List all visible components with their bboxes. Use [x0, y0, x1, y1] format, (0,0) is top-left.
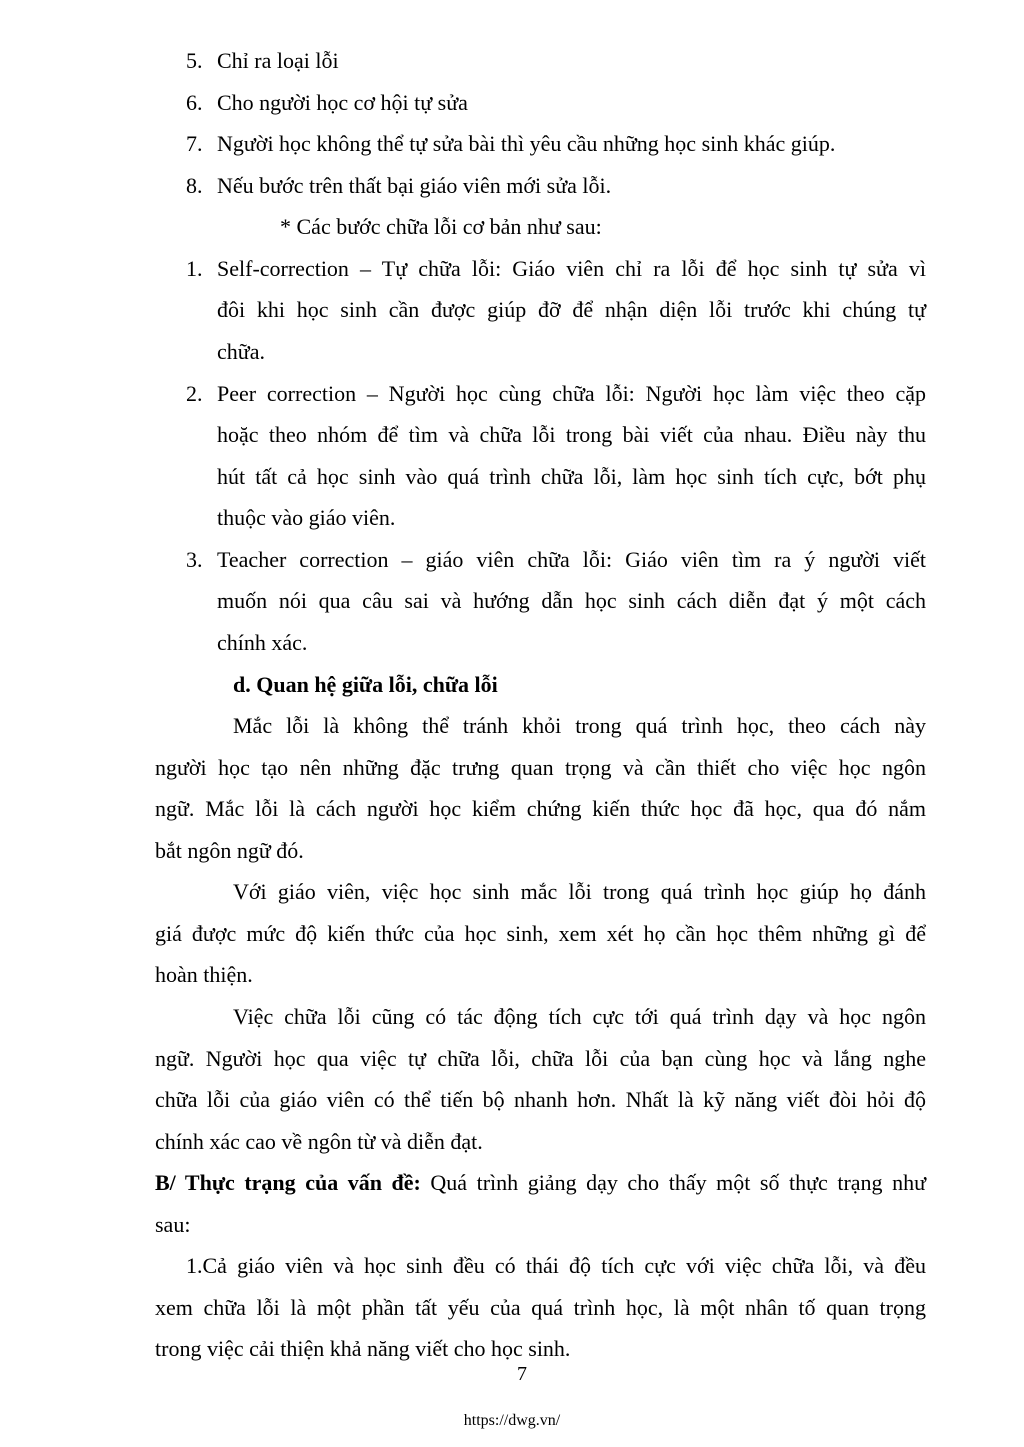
list-text: Chỉ ra loại lỗi [217, 48, 339, 73]
list-item [186, 89, 468, 117]
paragraph-line: Mắc lỗi là không thể tránh khỏi trong quá trình học, theo cách này [233, 713, 926, 738]
list-text: hoặc theo nhóm để tìm và chữa lỗi trong bài viết của nhau. Điều này thu [217, 422, 926, 447]
list-text: muốn nói qua câu sai và hướng dẫn học sinh cách diễn đạt ý một cách [217, 588, 926, 613]
section-b-line [155, 1169, 926, 1197]
list-number: 3. [186, 547, 203, 572]
finding-line: trong việc cải thiện khả năng viết cho học sinh. [155, 1336, 571, 1361]
section-b-text: sau: [155, 1212, 191, 1237]
list-number: 6. [186, 90, 203, 115]
paragraph-line: ngữ. Người học qua việc tự chữa lỗi, chữa lỗi của bạn cùng học và lắng nghe [155, 1046, 926, 1071]
paragraph-line: chính xác cao về ngôn từ và diễn đạt. [155, 1129, 483, 1154]
page-number: 7 [517, 1363, 527, 1385]
paragraph-line: bắt ngôn ngữ đó. [155, 838, 304, 863]
list-text: Nếu bước trên thất bại giáo viên mới sửa lỗi. [217, 173, 612, 198]
list-text: thuộc vào giáo viên. [217, 505, 396, 530]
list-number: 5. [186, 48, 203, 73]
list-text: Peer correction – Người học cùng chữa lỗi: Người học làm việc theo cặp [217, 381, 926, 406]
paragraph-line: Với giáo viên, việc học sinh mắc lỗi trong quá trình học giúp họ đánh [233, 879, 926, 904]
list-number: 8. [186, 173, 203, 198]
list-text: chữa. [217, 339, 265, 364]
list-number: 2. [186, 381, 203, 406]
list-number: 1. [186, 256, 203, 281]
list-text: Teacher correction – giáo viên chữa lỗi: Giáo viên tìm ra ý người viết [217, 547, 926, 572]
paragraph-line: hoàn thiện. [155, 962, 253, 987]
list-item [186, 172, 611, 200]
list-text: chính xác. [217, 630, 308, 655]
paragraph-line: chữa lỗi của giáo viên có thể tiến bộ nhanh hơn. Nhất là kỹ năng viết đòi hỏi độ [155, 1087, 926, 1112]
section-b-text: Quá trình giảng dạy cho thấy một số thực trạng như [430, 1170, 927, 1195]
footer-url: https://dwg.vn/ [463, 1412, 561, 1429]
list-text: đôi khi học sinh cần được giúp đỡ để nhận diện lỗi trước khi chúng tự [217, 297, 926, 322]
paragraph-line: giá được mức độ kiến thức của học sinh, xem xét họ cần học thêm những gì để [155, 921, 926, 946]
finding-line: xem chữa lỗi là một phần tất yếu của quá trình học, là một nhân tố quan trọng [155, 1295, 926, 1320]
list-text: hút tất cả học sinh vào quá trình chữa lỗi, làm học sinh tích cực, bớt phụ [217, 464, 926, 489]
list-item [186, 47, 339, 75]
basic-steps-heading: * Các bước chữa lỗi cơ bản như sau: [280, 214, 602, 239]
paragraph-line: người học tạo nên những đặc trưng quan trọng và cần thiết cho việc học ngôn [155, 755, 926, 780]
list-text: Self-correction – Tự chữa lỗi: Giáo viên chỉ ra lỗi để học sinh tự sửa vì [217, 256, 926, 281]
paragraph-line: Việc chữa lỗi cũng có tác động tích cực tới quá trình dạy và học ngôn [233, 1004, 926, 1029]
list-number: 7. [186, 131, 203, 156]
list-item [186, 130, 835, 158]
finding-line: 1.Cả giáo viên và học sinh đều có thái độ tích cực với việc chữa lỗi, và đều [186, 1253, 926, 1278]
list-text: Cho người học cơ hội tự sửa [217, 90, 468, 115]
section-heading: d. Quan hệ giữa lỗi, chữa lỗi [233, 672, 498, 697]
list-text: Người học không thể tự sửa bài thì yêu cầu những học sinh khác giúp. [217, 131, 836, 156]
section-b-heading: B/ Thực trạng của vấn đề: [155, 1170, 421, 1195]
paragraph-line: ngữ. Mắc lỗi là cách người học kiểm chứng kiến thức học đã học, qua đó nắm [155, 796, 926, 821]
